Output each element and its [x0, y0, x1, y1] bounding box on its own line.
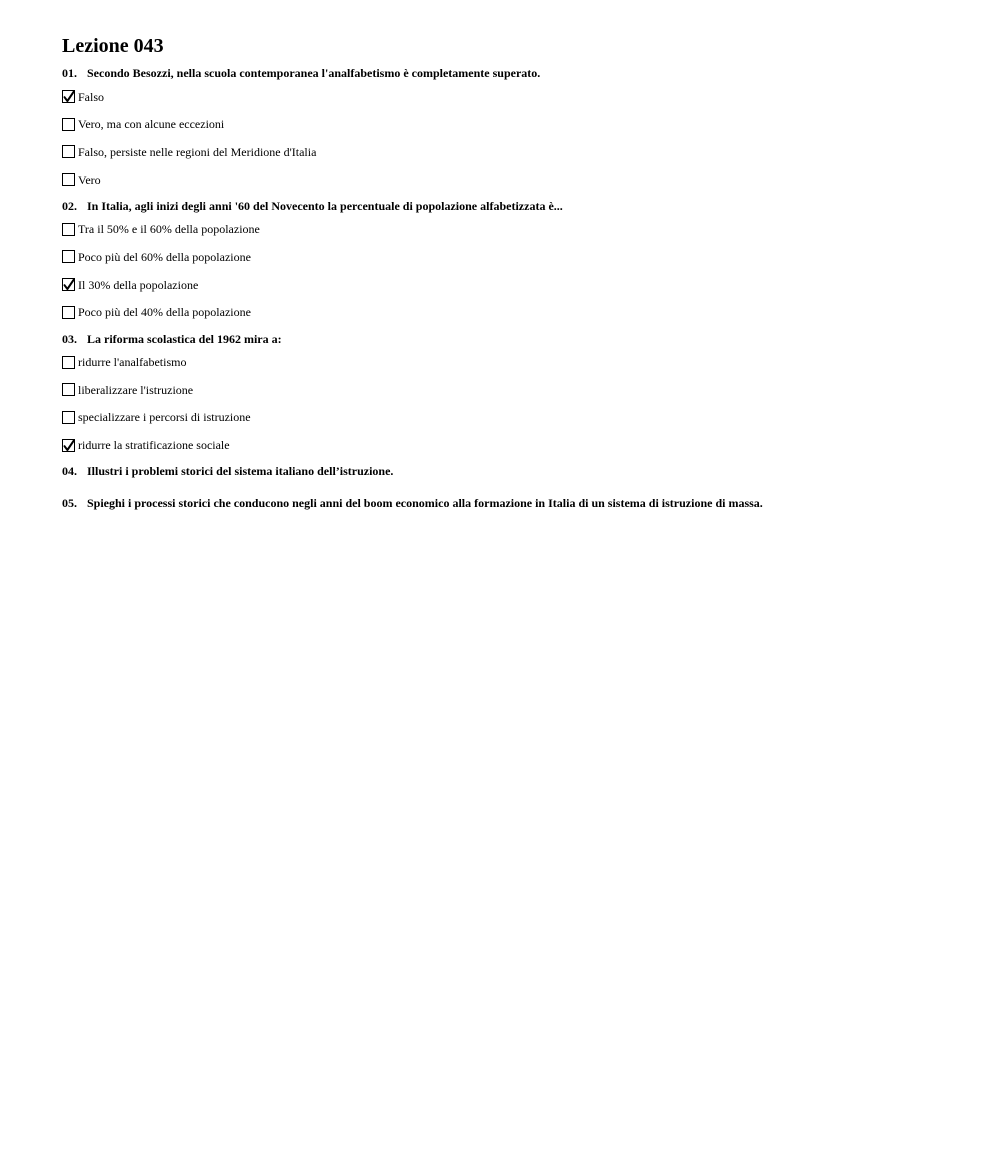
- checkbox[interactable]: [62, 145, 75, 158]
- checkmark-icon: [62, 89, 76, 104]
- option-item[interactable]: [62, 304, 962, 321]
- option-label: Falso: [78, 89, 105, 104]
- option-label: Vero: [78, 172, 101, 187]
- options-list: [62, 354, 962, 454]
- option-label: specializzare i percorsi di istruzione: [78, 410, 251, 425]
- question-number: 03.: [62, 331, 77, 346]
- question-02: [62, 199, 962, 321]
- question-05: [62, 496, 962, 510]
- question-text: [62, 199, 962, 213]
- question-01: [62, 66, 962, 188]
- option-label: ridurre l'analfabetismo: [78, 355, 187, 369]
- option-label: Il 30% della popolazione: [78, 277, 199, 292]
- option-item[interactable]: [62, 116, 962, 133]
- option-label: ridurre la stratificazione sociale: [78, 438, 230, 453]
- option-label: liberalizzare l'istruzione: [78, 382, 194, 397]
- option-item[interactable]: [62, 88, 962, 105]
- checkbox[interactable]: [62, 90, 75, 103]
- option-item[interactable]: [62, 354, 962, 371]
- question-number: 05.: [62, 496, 77, 511]
- options-list: [62, 221, 962, 321]
- question-prompt: La riforma scolastica del 1962 mira a:: [87, 331, 282, 346]
- option-item[interactable]: [62, 381, 962, 398]
- checkbox[interactable]: [62, 278, 75, 291]
- page-title: Lezione 043: [62, 35, 164, 57]
- checkbox[interactable]: [62, 118, 75, 131]
- option-item[interactable]: [62, 143, 962, 160]
- option-label: Vero, ma con alcune eccezioni: [78, 117, 225, 132]
- option-item[interactable]: [62, 276, 962, 293]
- checkbox[interactable]: [62, 173, 75, 186]
- question-number: 01.: [62, 66, 77, 80]
- option-item[interactable]: [62, 248, 962, 265]
- question-prompt: Spieghi i processi storici che conducono negli anni del boom economico alla formazione in Italia di un sistema di istruzione di massa.: [87, 496, 763, 511]
- checkbox[interactable]: [62, 306, 75, 319]
- option-item[interactable]: [62, 221, 962, 238]
- checkbox[interactable]: [62, 356, 75, 369]
- checkbox[interactable]: [62, 250, 75, 263]
- checkbox[interactable]: [62, 411, 75, 424]
- checkmark-icon: [62, 438, 76, 453]
- checkbox[interactable]: [62, 383, 75, 396]
- option-label: Tra il 50% e il 60% della popolazione: [78, 222, 260, 237]
- question-number: 02.: [62, 198, 77, 213]
- question-prompt: Secondo Besozzi, nella scuola contemporanea l'analfabetismo è completamente superato.: [87, 66, 541, 80]
- option-label: Poco più del 60% della popolazione: [78, 249, 251, 264]
- document-page: [62, 34, 962, 522]
- question-text: [62, 66, 962, 80]
- question-text: [62, 496, 962, 510]
- question-04: [62, 464, 962, 478]
- question-text: [62, 464, 962, 478]
- question-number: 04.: [62, 464, 77, 479]
- option-label: Falso, persiste nelle regioni del Meridione d'Italia: [78, 144, 317, 159]
- question-text: [62, 332, 962, 346]
- question-prompt: Illustri i problemi storici del sistema italiano dell’istruzione.: [87, 464, 394, 479]
- question-prompt: In Italia, agli inizi degli anni '60 del Novecento la percentuale di popolazione alfabetizzata è...: [87, 198, 563, 213]
- question-03: [62, 332, 962, 454]
- option-label: Poco più del 40% della popolazione: [78, 305, 251, 320]
- checkbox[interactable]: [62, 223, 75, 236]
- checkbox[interactable]: [62, 439, 75, 452]
- option-item[interactable]: [62, 437, 962, 454]
- option-item[interactable]: [62, 409, 962, 426]
- checkmark-icon: [62, 277, 76, 292]
- option-item[interactable]: [62, 171, 962, 188]
- options-list: [62, 88, 962, 188]
